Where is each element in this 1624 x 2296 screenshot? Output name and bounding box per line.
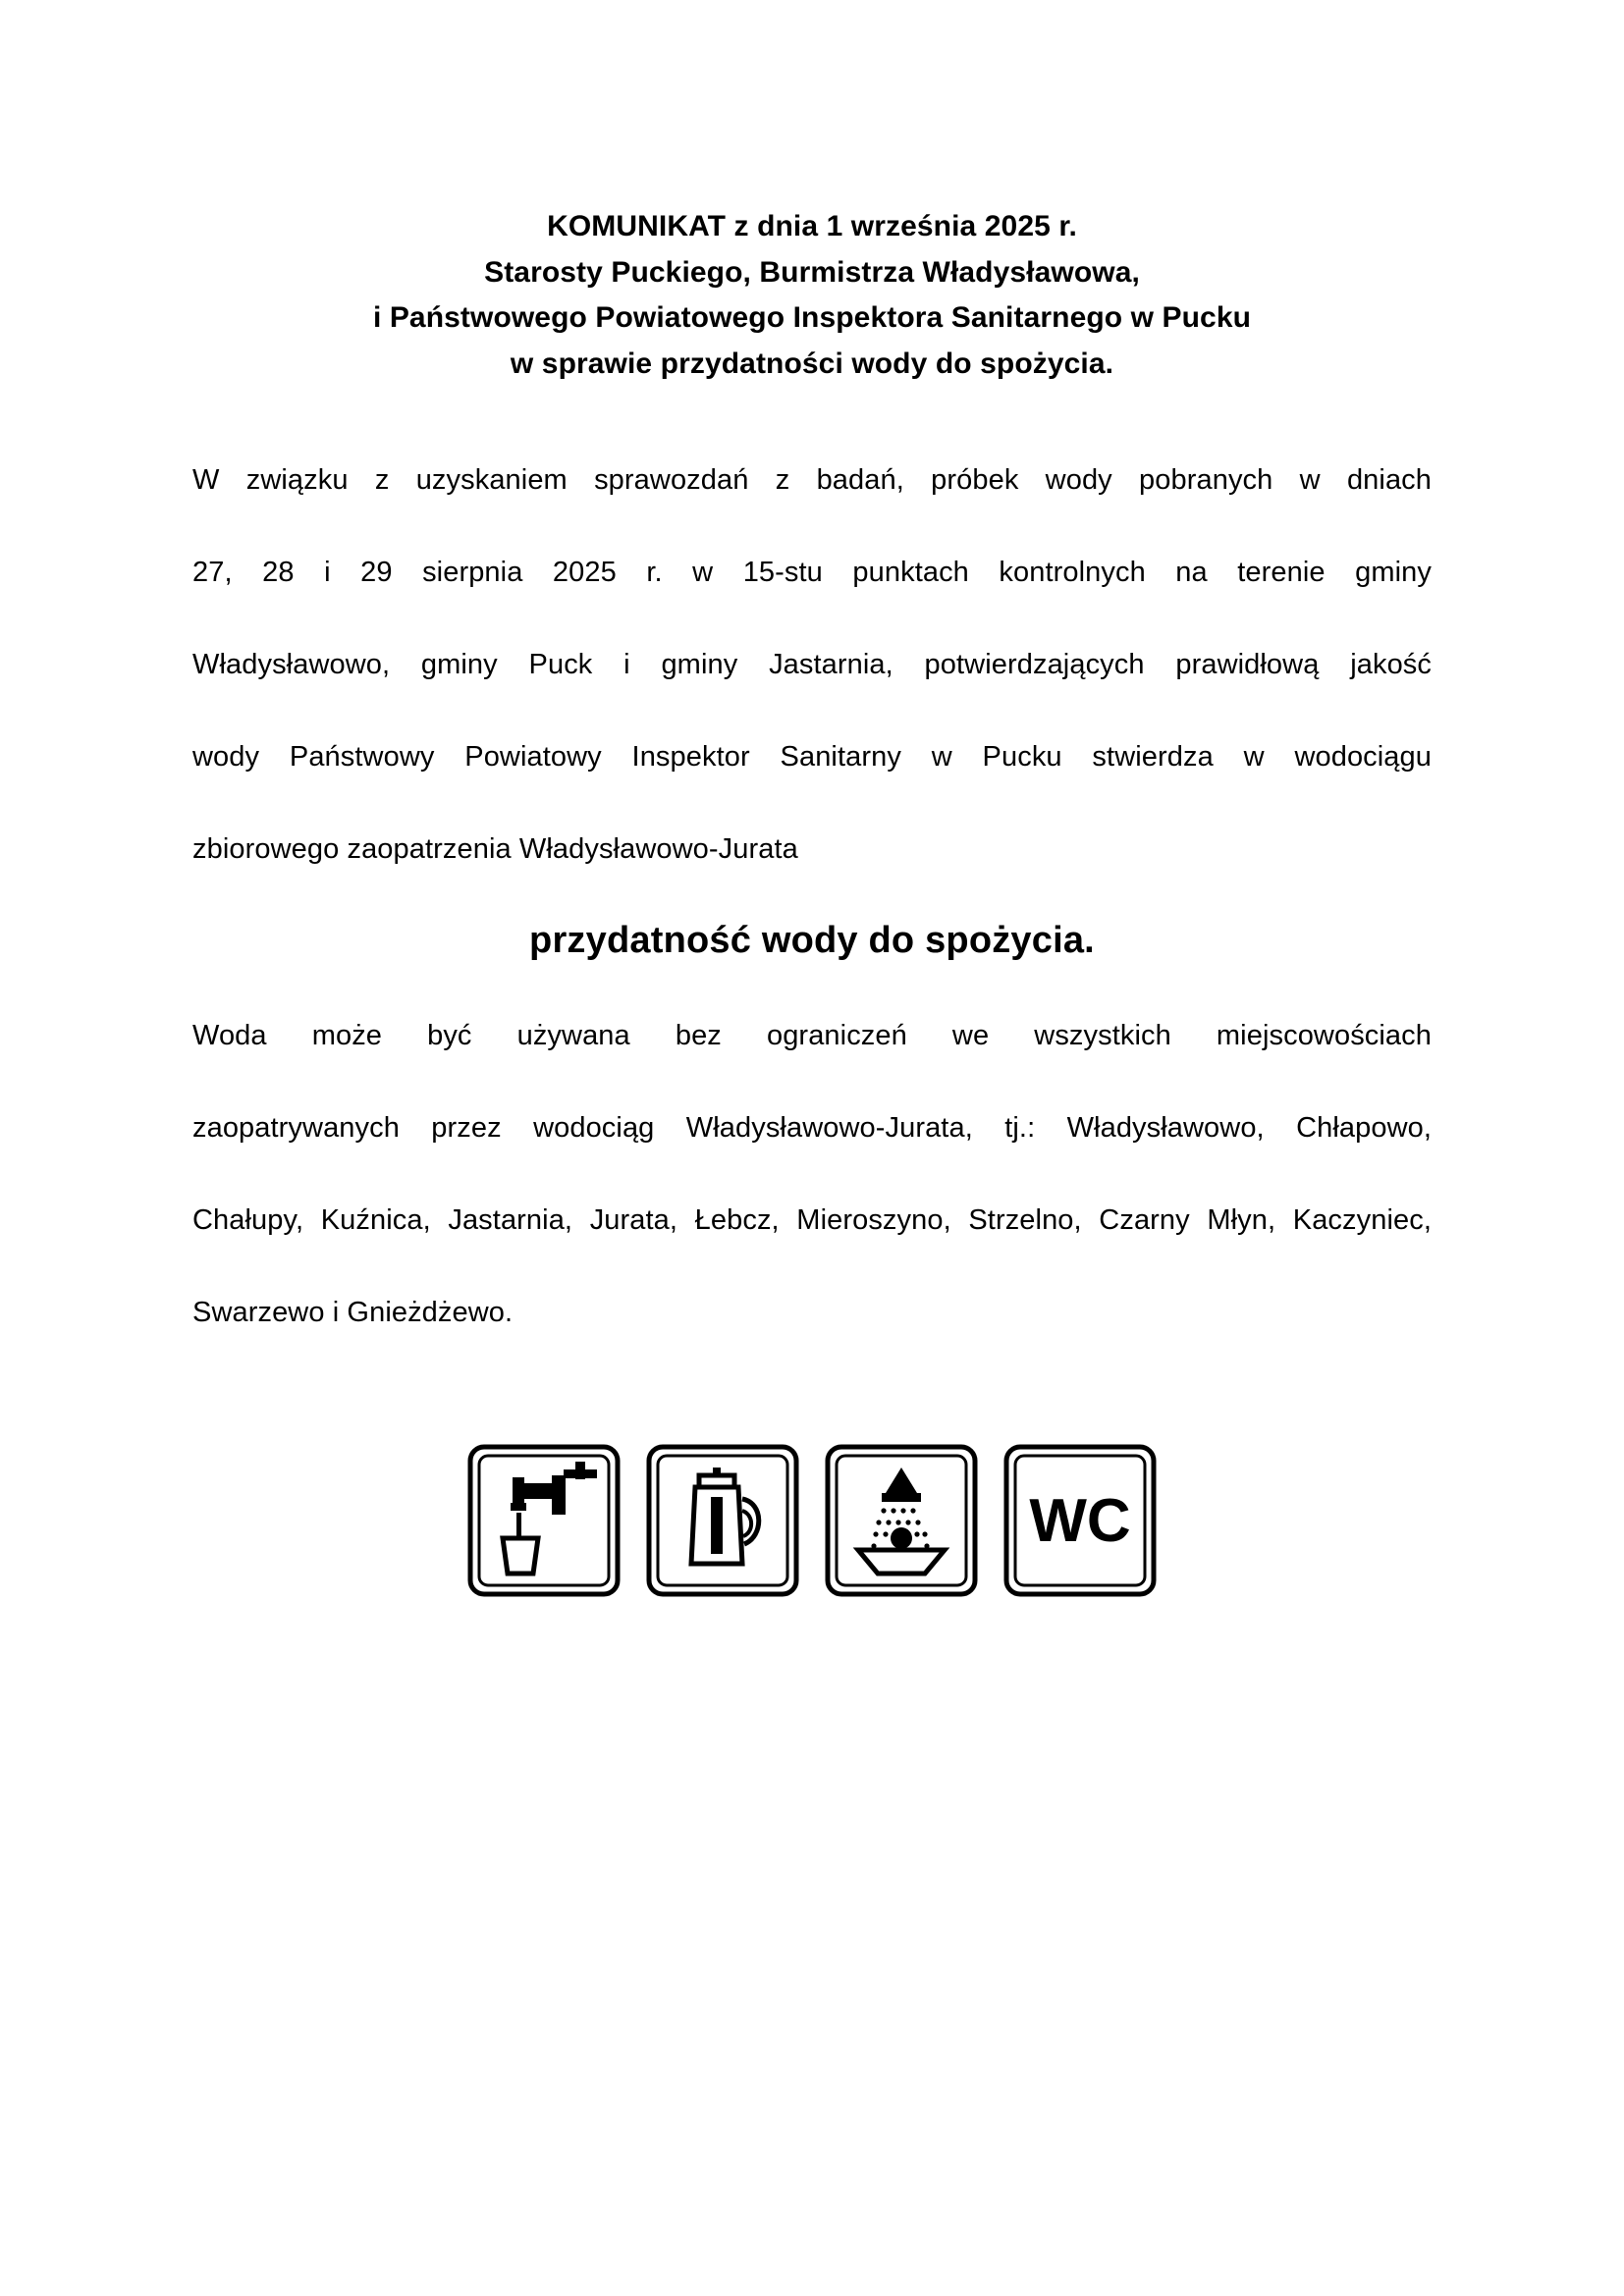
highlight-statement: przydatność wody do spożycia. — [529, 919, 1095, 961]
paragraph-usage — [192, 1013, 1432, 1336]
title-line-2: Starosty Puckiego, Burmistrza Władysławowa, — [484, 255, 1140, 289]
tap-with-glass-icon — [465, 1442, 623, 1599]
paragraph-usage-line-3: Chałupy, Kuźnica, Jastarnia, Jurata, Łebcz, Mieroszyno, Strzelno, Czarny Młyn, Kaczyniec, — [192, 1203, 1432, 1236]
paragraph-usage-line-2: zaopatrywanych przez wodociąg Władysławowo-Jurata, tj.: Władysławowo, Chłapowo, — [192, 1111, 1432, 1144]
paragraph-intro — [192, 457, 1432, 873]
paragraph-usage-line-4: Swarzewo i Gnieżdżewo. — [192, 1296, 514, 1328]
shower-icon — [823, 1442, 980, 1599]
title-line-4: w sprawie przydatności wody do spożycia. — [510, 347, 1114, 380]
wc-icon — [1001, 1442, 1159, 1599]
page-title — [192, 204, 1432, 387]
wc-icon-label: WC — [1029, 1486, 1131, 1555]
kettle-icon — [644, 1442, 801, 1599]
title-line-3: i Państwowego Powiatowego Inspektora Sanitarnego w Pucku — [372, 301, 1252, 334]
pictogram-row — [192, 1442, 1432, 1599]
paragraph-intro-line-4: wody Państwowy Powiatowy Inspektor Sanitarny w Pucku stwierdza w wodociągu — [192, 740, 1432, 773]
title-line-1: KOMUNIKAT z dnia 1 września 2025 r. — [547, 210, 1077, 242]
paragraph-intro-line-2: 27, 28 i 29 sierpnia 2025 r. w 15-stu punktach kontrolnych na terenie gminy — [192, 556, 1432, 588]
paragraph-intro-line-5: zbiorowego zaopatrzenia Władysławowo-Jurata — [192, 832, 798, 865]
paragraph-intro-line-1: W związku z uzyskaniem sprawozdań z badań, próbek wody pobranych w dniach — [192, 464, 1432, 496]
paragraph-usage-line-1: Woda może być używana bez ograniczeń we wszystkich miejscowościach — [192, 1019, 1432, 1051]
paragraph-intro-line-3: Władysławowo, gminy Puck i gminy Jastarnia, potwierdzających prawidłową jakość — [192, 648, 1432, 680]
